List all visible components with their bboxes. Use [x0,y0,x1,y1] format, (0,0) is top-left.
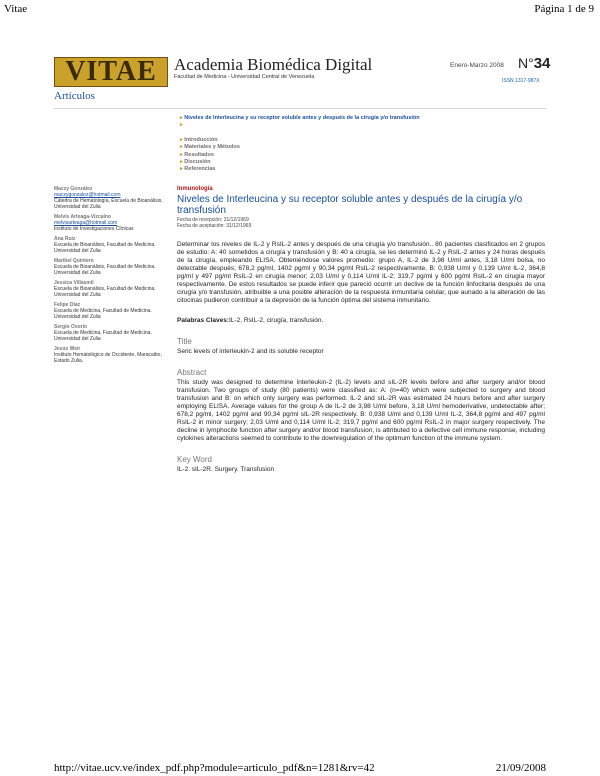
palabras-claves-value: IL-2, RsIL-2, cirugía, transfusión. [229,317,324,324]
author-name: Jessica Villasmil [54,280,94,286]
issue-number-value: 34 [533,55,551,72]
author-affiliation: Escuela de Bioanálisis, Facultad de Medicina. Universidad del Zulia [54,242,156,254]
abstract-paragraph: This study was designed to determine interleukin-2 (IL-2) levels and sIL-2R levels before and after surgery and/or blood transfusion. Two groups of study (80 patients) were classified as: A: (n=40) which were subjected to surgery and blood transfusion and B: on which only surgery was performed. IL-2 and sIL-2R was estimated 24 hours before and after surgery employing ELISA. Average values for the group A de IL-2 de 3,98 U/ml before, 3,18 U/ml hemoderivative, undetectable after; 678,2 pg/ml, 1402 pg/ml and 90,34 pg/ml sIL-2R respectively. B: 0,938 U/ml and 0,139 U/ml IL-2, 364,8 pg/ml and 497 pg/ml RsIL-2 in minor surgery; 2,03 U/ml and 0,114 U/ml IL-2; 319,7 pg/ml and 600 pg/ml RsIL-2 in major surgery respectively. The decline in lymphocite function after surgery and/or blood transfusion, is attributed to a defective cell immune response, including cytokines alteractions seemed to contribute to the downregulation of the optimum function of the immune system. [177,379,545,442]
author-affiliation: Escuela de Bioanálisis, Facultad de Medicina. Universidad del Zulia [54,286,156,298]
menu-item-article-title[interactable] [180,115,420,122]
menu-item-blank [180,122,420,129]
author-entry [54,214,166,232]
print-footer [0,762,600,776]
menu-item-discusion[interactable] [180,159,420,166]
bullet-icon: ▸ [180,151,185,158]
section-label[interactable]: Artículos [54,90,95,102]
palabras-claves [177,317,545,325]
print-header [0,0,600,20]
article-title: Niveles de Interleucina y su receptor soluble antes y después de la cirugía y/o transfusión [177,194,523,216]
menu-gap [180,130,420,137]
author-affiliation: Instituto Hematológico de Occidente, Maracaibo, Estado Zulia. [54,352,162,364]
article-dates [177,217,545,229]
article-main [177,186,545,474]
abstract-heading: Abstract [177,368,207,377]
menu-item-label: Resultados [184,151,214,158]
author-name: Ana Ruiz [54,236,76,242]
bullet-icon: ▸ [180,144,185,151]
journal-faculty: Facultad de Medicina - Universidad Central de Venezuela [174,74,315,80]
key-word-heading: Key Word [177,455,212,464]
author-affiliation: Instituto de Investigaciones Clínicas [54,226,134,232]
menu-item-introduccion[interactable] [180,137,420,144]
bullet-icon: ▸ [180,122,183,129]
title-english: Seric levels of interleukin-2 and its soluble receptor [177,348,324,355]
issn: ISSN 1317-987X [502,78,540,84]
received-date: Fecha de recepción: 31/12/1969 [177,217,249,223]
author-entry [54,186,166,210]
author-name: Jesús Weir [54,346,81,352]
author-email-link[interactable]: maczygonzalez@hotmail.com [54,192,121,198]
author-affiliation: Escuela de Medicina, Facultad de Medicina. Universidad del Zulia [54,308,152,320]
menu-item-label: Discusión [184,159,211,166]
author-affiliation: Escuela de Bioanálisis, Facultad de Medicina. Universidad del Zulia [54,264,156,276]
menu-item-materiales-y-metodos[interactable] [180,144,420,151]
print-header-site: Vitae [4,3,28,15]
menu-item-label: Introducción [184,136,218,143]
author-entry [54,258,166,276]
print-header-page-count: Página 1 de 9 [534,3,594,15]
vitae-logo[interactable] [54,57,168,87]
author-entry [54,236,166,254]
issue-number [518,55,550,72]
accepted-date: Fecha de aceptación: 31/12/1969 [177,223,252,229]
print-footer-date: 21/09/2008 [495,762,546,774]
author-entry [54,346,166,364]
author-name: Maribel Quintero [54,258,94,264]
author-entry [54,324,166,342]
issue-number-prefix: N° [518,55,534,71]
menu-item-label: Materiales y Métodos [184,144,240,151]
bullet-icon: ▸ [180,159,185,166]
menu-item-article-title-label: Niveles de Interleucina y su receptor soluble antes y después de la cirugía y/o transfusión [184,115,420,121]
key-words-english: IL-2. sIL-2R. Surgery. Transfusion [177,466,275,473]
article-category: Inmunología [177,186,213,192]
header-divider [54,108,546,109]
authors-sidebar [54,186,166,368]
author-affiliation: Cátedra de Hematología, Escuela de Bioanálisis, Universidad del Zulia [54,198,163,210]
palabras-claves-label: Palabras Claves: [177,317,230,324]
author-email-link[interactable]: melvisarteaga@hotmail.com [54,220,118,226]
menu-item-label: Referencias [184,166,216,173]
title-heading: Title [177,337,192,346]
menu-item-resultados[interactable] [180,152,420,159]
article-menu [180,115,420,174]
author-entry [54,280,166,298]
bullet-icon: ▸ [180,166,185,173]
menu-item-referencias[interactable] [180,166,420,173]
issue-period: Enero-Marzo 2008 [450,62,504,69]
bullet-icon: ▸ [180,136,185,143]
journal-name: Academia Biomédica Digital [174,55,373,74]
author-name: Sergio Osorio [54,324,88,330]
vitae-logo-text: VITAE [65,56,157,87]
resumen-paragraph: Determinar los niveles de IL-2 y RsIL-2 antes y después de una cirugía y/o transfusión.. 80 pacientes clasificados en 2 grupos de estudio: A: 40 sometidos a cirugía y transfusión y B: 40 a cirugía, se les determinó IL-2 y RsIL-2 antes y 24 horas después de la cirugía, empleando ELISA. Obteniéndose valores promedio: grupo A, IL-2 de 3,98 U/ml antes, 3,18 U/ml bolsa, no detectable después; 678,2 pg/ml, 1402 pg/ml y 90,34 pg/ml RsIL-2 respectivamente. B: 0,938 U/ml y 0,139 U/ml IL-2, 364,8 pg/ml y 497 pg/ml RsIL-2 en cirugía menor; 2,03 U/ml y 0,114 U/ml IL-2; 319,7 pg/ml y 600 pg/ml RsIL-2 en cirugía mayor respectivamente. De estos resultados se puede inferir que pareció ocurrir un declive de la función linfocitaria después de una cirugía y/o transfusión, atribuible a una posible alteración de la respuesta inmunitaria celular, que aunado a la alteración de las citocinas pudieron contribuir a la depresión de la función óptima del sistema inmunitario. [177,241,545,304]
author-name: Felipe Díaz [54,302,81,308]
author-affiliation: Escuela de Medicina, Facultad de Medicina. Universidad del Zulia [54,330,152,342]
author-entry [54,302,166,320]
author-name: Melvis Arteaga-Vizcaíno [54,214,111,220]
bullet-icon: ▸ [180,115,185,121]
print-footer-url: http://vitae.ucv.ve/index_pdf.php?module=articulo_pdf&n=1281&rv=42 [54,762,375,774]
author-name: Maczy González [54,186,93,192]
